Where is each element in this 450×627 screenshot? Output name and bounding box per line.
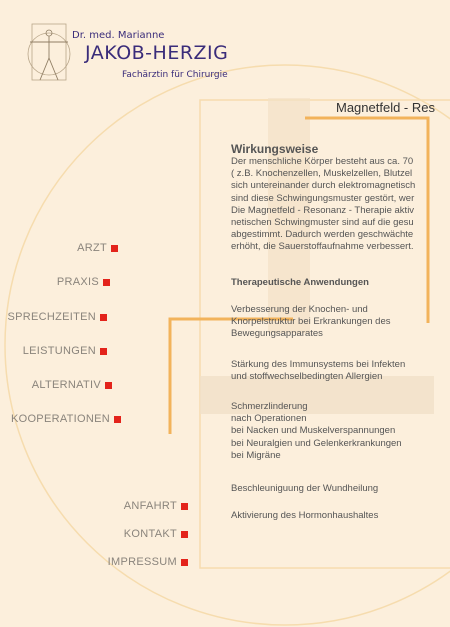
text-line: bei Neuralgien und Gelenkerkrankungen bbox=[231, 437, 402, 449]
logo-name: JAKOB-HERZIG bbox=[85, 42, 229, 64]
text-line: ( z.B. Knochenzellen, Muskelzellen, Blutzel bbox=[231, 168, 413, 180]
text-line: nach Operationen bbox=[231, 413, 307, 425]
nav-label: ARZT bbox=[77, 242, 107, 254]
nav-item-kooperationen[interactable] bbox=[11, 413, 121, 425]
nav-item-arzt[interactable] bbox=[77, 242, 118, 254]
nav-item-praxis[interactable] bbox=[57, 276, 110, 288]
application-item bbox=[231, 359, 405, 383]
logo-specialty: Fachärztin für Chirurgie bbox=[122, 70, 228, 80]
application-item bbox=[231, 510, 378, 522]
text-line: erhöht, die Sauerstoffaufnahme verbessert. bbox=[231, 241, 414, 253]
nav-label: KOOPERATIONEN bbox=[10, 413, 110, 425]
application-item bbox=[231, 483, 378, 495]
application-item bbox=[231, 304, 390, 341]
text-line: Stärkung des Immunsystems bei Infekten bbox=[231, 359, 406, 370]
text-line: bei Migräne bbox=[231, 449, 281, 461]
application-item bbox=[231, 401, 402, 462]
nav-item-impressum[interactable] bbox=[108, 556, 188, 568]
nav-label: ANFAHRT bbox=[123, 500, 177, 512]
nav-marker-icon bbox=[181, 559, 188, 566]
logo-title-line: Dr. med. Marianne bbox=[72, 30, 165, 41]
nav-marker-icon bbox=[100, 314, 107, 321]
text-line: und stoffwechselbedingten Allergien bbox=[231, 371, 383, 383]
nav-marker-icon bbox=[181, 503, 188, 510]
text-line: Verbesserung der Knochen- und bbox=[231, 304, 368, 315]
nav-marker-icon bbox=[100, 348, 107, 355]
nav-label: IMPRESSUM bbox=[107, 556, 177, 568]
nav-label: ALTERNATIV bbox=[31, 379, 101, 391]
nav-label: PRAXIS bbox=[56, 276, 99, 288]
nav-marker-icon bbox=[114, 416, 121, 423]
text-line: netischen Schwingmuster sind auf die gesu bbox=[231, 217, 414, 229]
nav-item-leistungen[interactable] bbox=[23, 345, 107, 357]
nav-item-sprechzeiten[interactable] bbox=[7, 311, 107, 323]
nav-item-alternativ[interactable] bbox=[32, 379, 112, 391]
nav-item-kontakt[interactable] bbox=[124, 528, 188, 540]
nav-marker-icon bbox=[111, 245, 118, 252]
text-line: bei Nacken und Muskelverspannungen bbox=[231, 425, 396, 437]
text-line: sind diese Schwingungsmuster gestört, wer bbox=[231, 192, 415, 204]
intro-paragraph bbox=[231, 156, 415, 254]
vitruvian-logo-icon bbox=[26, 22, 72, 86]
text-line: Der menschliche Körper besteht aus ca. 70 bbox=[231, 156, 414, 167]
nav-marker-icon bbox=[105, 382, 112, 389]
text-line: abgestimmt. Dadurch werden geschwächte bbox=[231, 229, 414, 241]
text-line: Bewegungsapparates bbox=[231, 328, 323, 340]
nav-label: LEISTUNGEN bbox=[22, 345, 96, 357]
page-title: Magnetfeld - Res bbox=[336, 100, 435, 115]
text-line: Schmerzlinderung bbox=[231, 401, 308, 412]
nav-label: KONTAKT bbox=[123, 528, 177, 540]
nav-item-anfahrt[interactable] bbox=[124, 500, 188, 512]
text-line: Beschleuniguung der Wundheilung bbox=[231, 483, 379, 494]
section-heading-wirkungsweise: Wirkungsweise bbox=[231, 142, 319, 156]
text-line: Die Magnetfeld - Resonanz - Therapie aktiv bbox=[231, 204, 415, 216]
nav-marker-icon bbox=[181, 531, 188, 538]
text-line: sich untereinander durch elektromagnetisch bbox=[231, 180, 416, 192]
text-line: Knorpelstruktur bei Erkrankungen des bbox=[231, 316, 391, 328]
nav-label: SPRECHZEITEN bbox=[7, 311, 96, 323]
section-heading-anwendungen: Therapeutische Anwendungen bbox=[231, 277, 369, 288]
nav-marker-icon bbox=[103, 279, 110, 286]
text-line: Aktivierung des Hormonhaushaltes bbox=[231, 510, 379, 521]
